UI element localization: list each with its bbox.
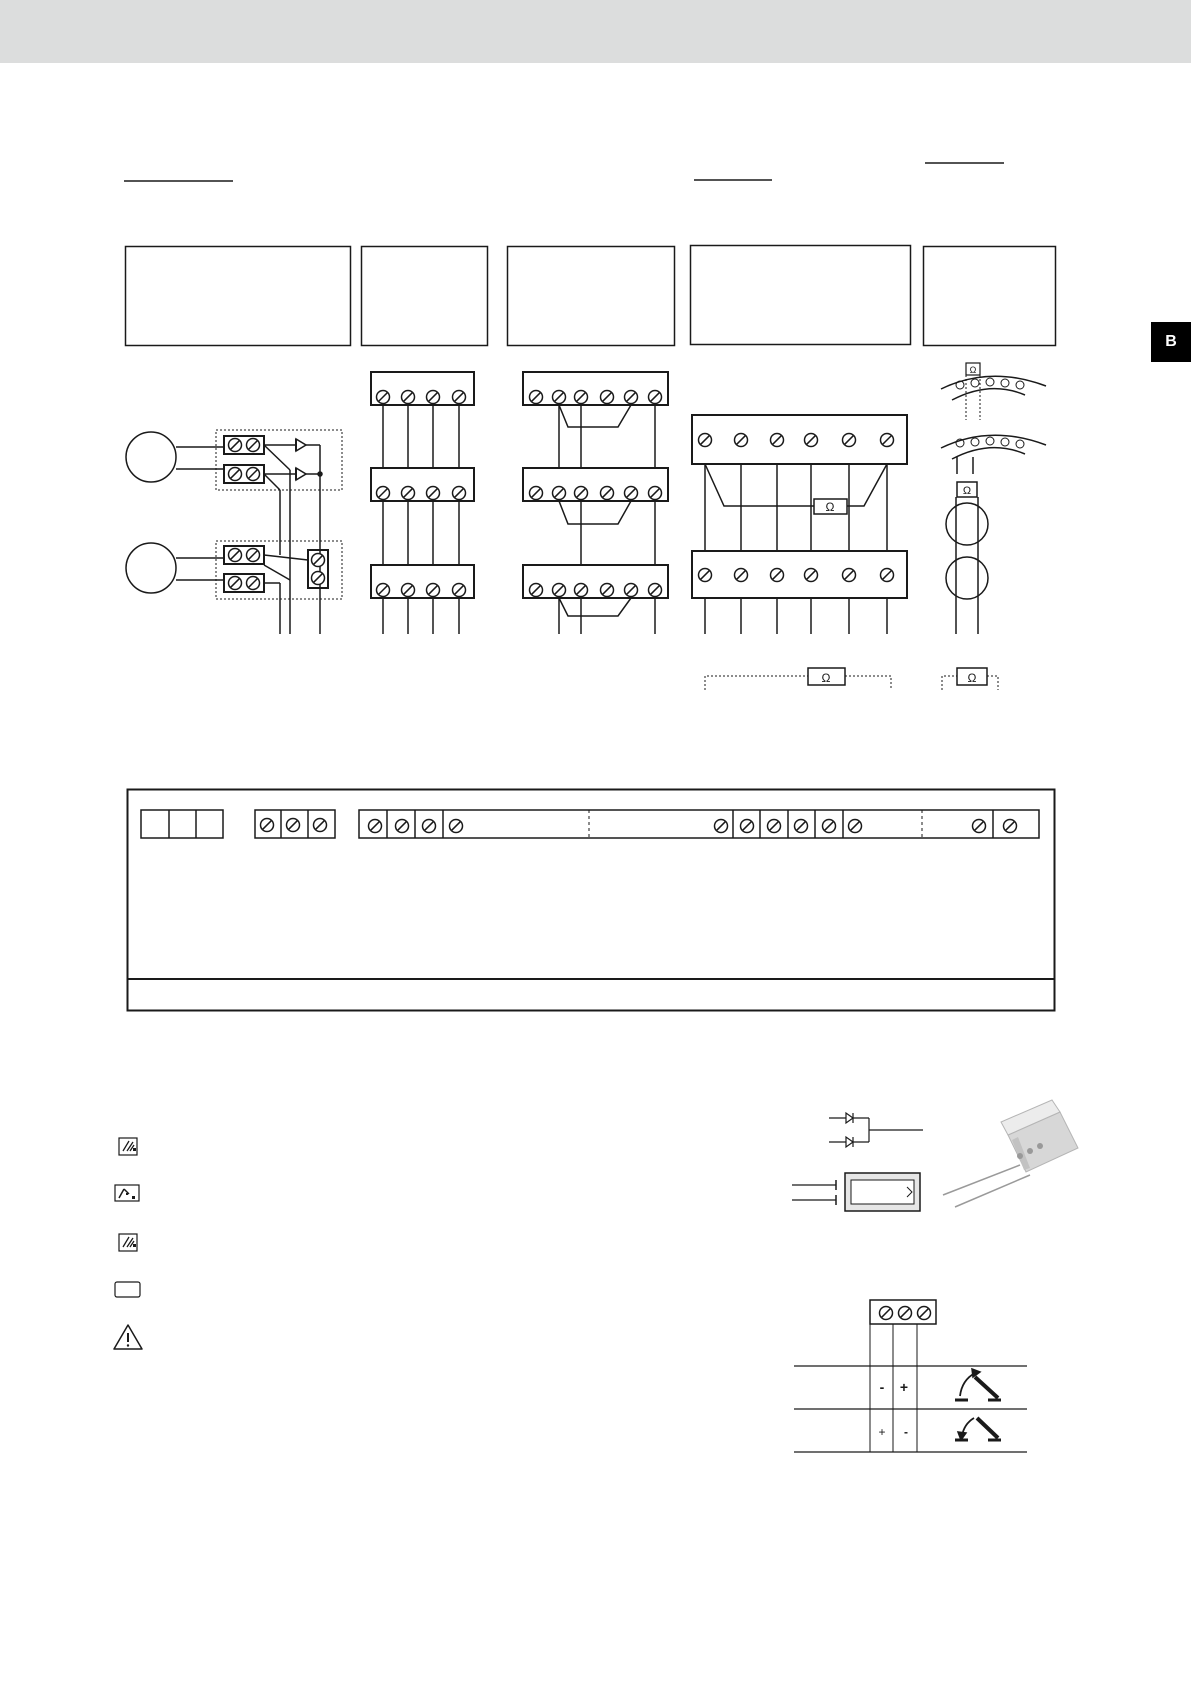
resistor-3-label: Ω [962, 485, 972, 497]
section-tab: B [1151, 322, 1191, 362]
diode-pair-symbol [829, 1113, 923, 1147]
label-box-4 [691, 246, 911, 345]
rotary-resistor-label: Ω [969, 365, 977, 375]
motor-3 [946, 503, 988, 545]
resistor-terminal-strips [692, 415, 907, 690]
close-direction-icon [955, 1418, 1001, 1440]
row2-plus: + [878, 1425, 886, 1439]
motor-diode-diagram [126, 430, 342, 634]
hand-tool-icon [115, 1185, 139, 1201]
label-box-3 [508, 247, 675, 346]
two-hands-icon [119, 1138, 137, 1155]
open-direction-icon [955, 1369, 1001, 1400]
label-boxes [126, 246, 1056, 346]
motor-1 [126, 432, 176, 482]
resistor-4-label: Ω [967, 671, 977, 685]
four-terminal-ladder [371, 372, 474, 634]
motor-4 [946, 557, 988, 599]
resistor-2-label: Ω [821, 671, 831, 685]
label-box-2 [362, 247, 488, 346]
polarity-table [794, 1300, 1027, 1452]
motor-2 [126, 543, 176, 593]
row2-minus: - [904, 1425, 908, 1439]
label-box-1 [126, 247, 351, 346]
rotary-motor-diagram [941, 363, 1046, 690]
row1-plus: + [899, 1379, 909, 1395]
terminal-board [128, 790, 1055, 1011]
six-terminal-ladder [523, 372, 668, 634]
label-box-5 [924, 247, 1056, 346]
connector-block-photo [943, 1100, 1078, 1207]
row1-minus: - [879, 1379, 885, 1395]
connector-module-symbol [792, 1173, 920, 1211]
warning-triangle-icon [114, 1325, 142, 1349]
resistor-1-label: Ω [825, 500, 835, 514]
two-hands-icon [119, 1234, 137, 1251]
heading-underlines [124, 163, 1004, 181]
blank-box-icon [115, 1282, 140, 1297]
